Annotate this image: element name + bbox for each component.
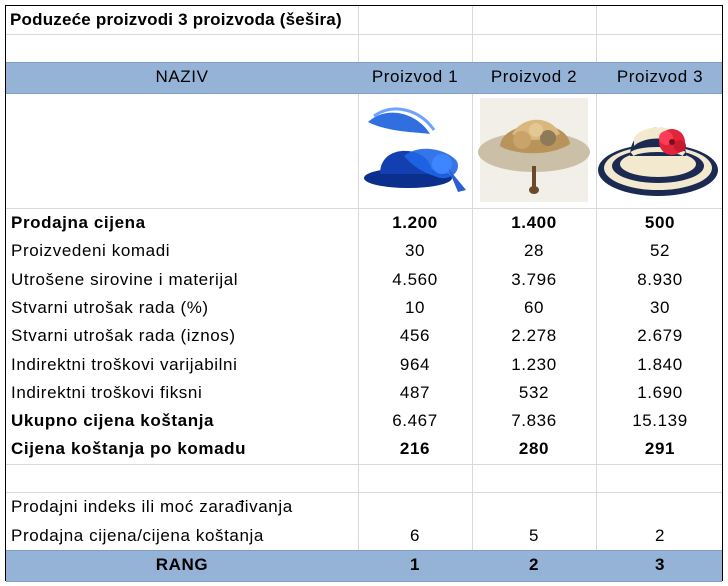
row-value-product-3: 8.930 xyxy=(637,269,683,289)
row-label: Prodajna cijena xyxy=(11,213,146,232)
row-label: Stvarni utrošak rada (iznos) xyxy=(11,326,236,346)
row-value-product-1: 216 xyxy=(399,439,431,459)
row-value-product-3: 2.679 xyxy=(637,326,683,346)
index-label-line1: Prodajni indeks ili moć zarađivanja xyxy=(11,497,293,516)
row-label: Proizvedeni komadi xyxy=(11,241,171,261)
row-value-product-2: 3.796 xyxy=(511,269,557,289)
sheet-title: Poduzeće proizvodi 3 proizvoda (šešira) xyxy=(10,10,342,29)
header-product-3: Proizvod 3 xyxy=(616,67,704,86)
row-value-product-2: 2.278 xyxy=(511,326,557,346)
header-product-2: Proizvod 2 xyxy=(490,67,578,86)
row-value-product-1: 487 xyxy=(399,382,431,402)
index-label-line2: Prodajna cijena/cijena koštanja xyxy=(11,526,264,545)
row-value-product-2: 7.836 xyxy=(511,411,557,431)
row-value-product-3: 1.690 xyxy=(637,382,683,402)
rang-label: RANG xyxy=(155,555,209,574)
row-label: Indirektni troškovi varijabilni xyxy=(11,354,238,374)
row-value-product-2: 60 xyxy=(523,297,545,317)
row-value-product-2: 1.400 xyxy=(511,213,557,232)
row-value-product-2: 28 xyxy=(523,241,545,261)
row-label: Utrošene sirovine i materijal xyxy=(11,269,239,289)
row-value-product-3: 52 xyxy=(649,241,671,261)
row-value-product-3: 15.139 xyxy=(632,411,688,431)
rang-value-2: 2 xyxy=(528,555,540,574)
row-value-product-1: 456 xyxy=(399,326,431,346)
row-value-product-1: 10 xyxy=(404,297,426,317)
index-value-2: 5 xyxy=(528,526,540,545)
row-value-product-2: 1.230 xyxy=(511,354,557,374)
row-value-product-2: 280 xyxy=(518,439,550,459)
row-label: Indirektni troškovi fiksni xyxy=(11,382,203,402)
grid-line xyxy=(6,464,722,465)
row-label: Stvarni utrošak rada (%) xyxy=(11,297,209,317)
row-value-product-1: 964 xyxy=(399,354,431,374)
row-value-product-3: 30 xyxy=(649,297,671,317)
header-product-1: Proizvod 1 xyxy=(371,67,459,86)
spreadsheet xyxy=(5,5,723,581)
navy-striped-hat-with-red-flower-icon xyxy=(596,94,724,206)
row-value-product-2: 532 xyxy=(518,382,550,402)
row-label: Ukupno cijena koštanja xyxy=(11,411,215,431)
row-value-product-1: 30 xyxy=(404,241,426,261)
index-value-3: 2 xyxy=(654,526,666,545)
index-value-1: 6 xyxy=(409,526,421,545)
row-value-product-1: 6.467 xyxy=(392,411,438,431)
row-value-product-3: 1.840 xyxy=(637,354,683,374)
beige-flower-hat-icon xyxy=(472,94,596,206)
header-naziv: NAZIV xyxy=(155,67,209,86)
row-value-product-3: 500 xyxy=(644,213,676,232)
row-value-product-1: 4.560 xyxy=(392,269,438,289)
grid-line xyxy=(6,34,722,35)
rang-value-3: 3 xyxy=(654,555,666,574)
row-label: Cijena koštanja po komadu xyxy=(11,439,247,459)
row-value-product-1: 1.200 xyxy=(392,213,438,232)
row-value-product-3: 291 xyxy=(644,439,676,459)
rang-value-1: 1 xyxy=(409,555,421,574)
blue-feather-hat-icon xyxy=(358,94,472,206)
